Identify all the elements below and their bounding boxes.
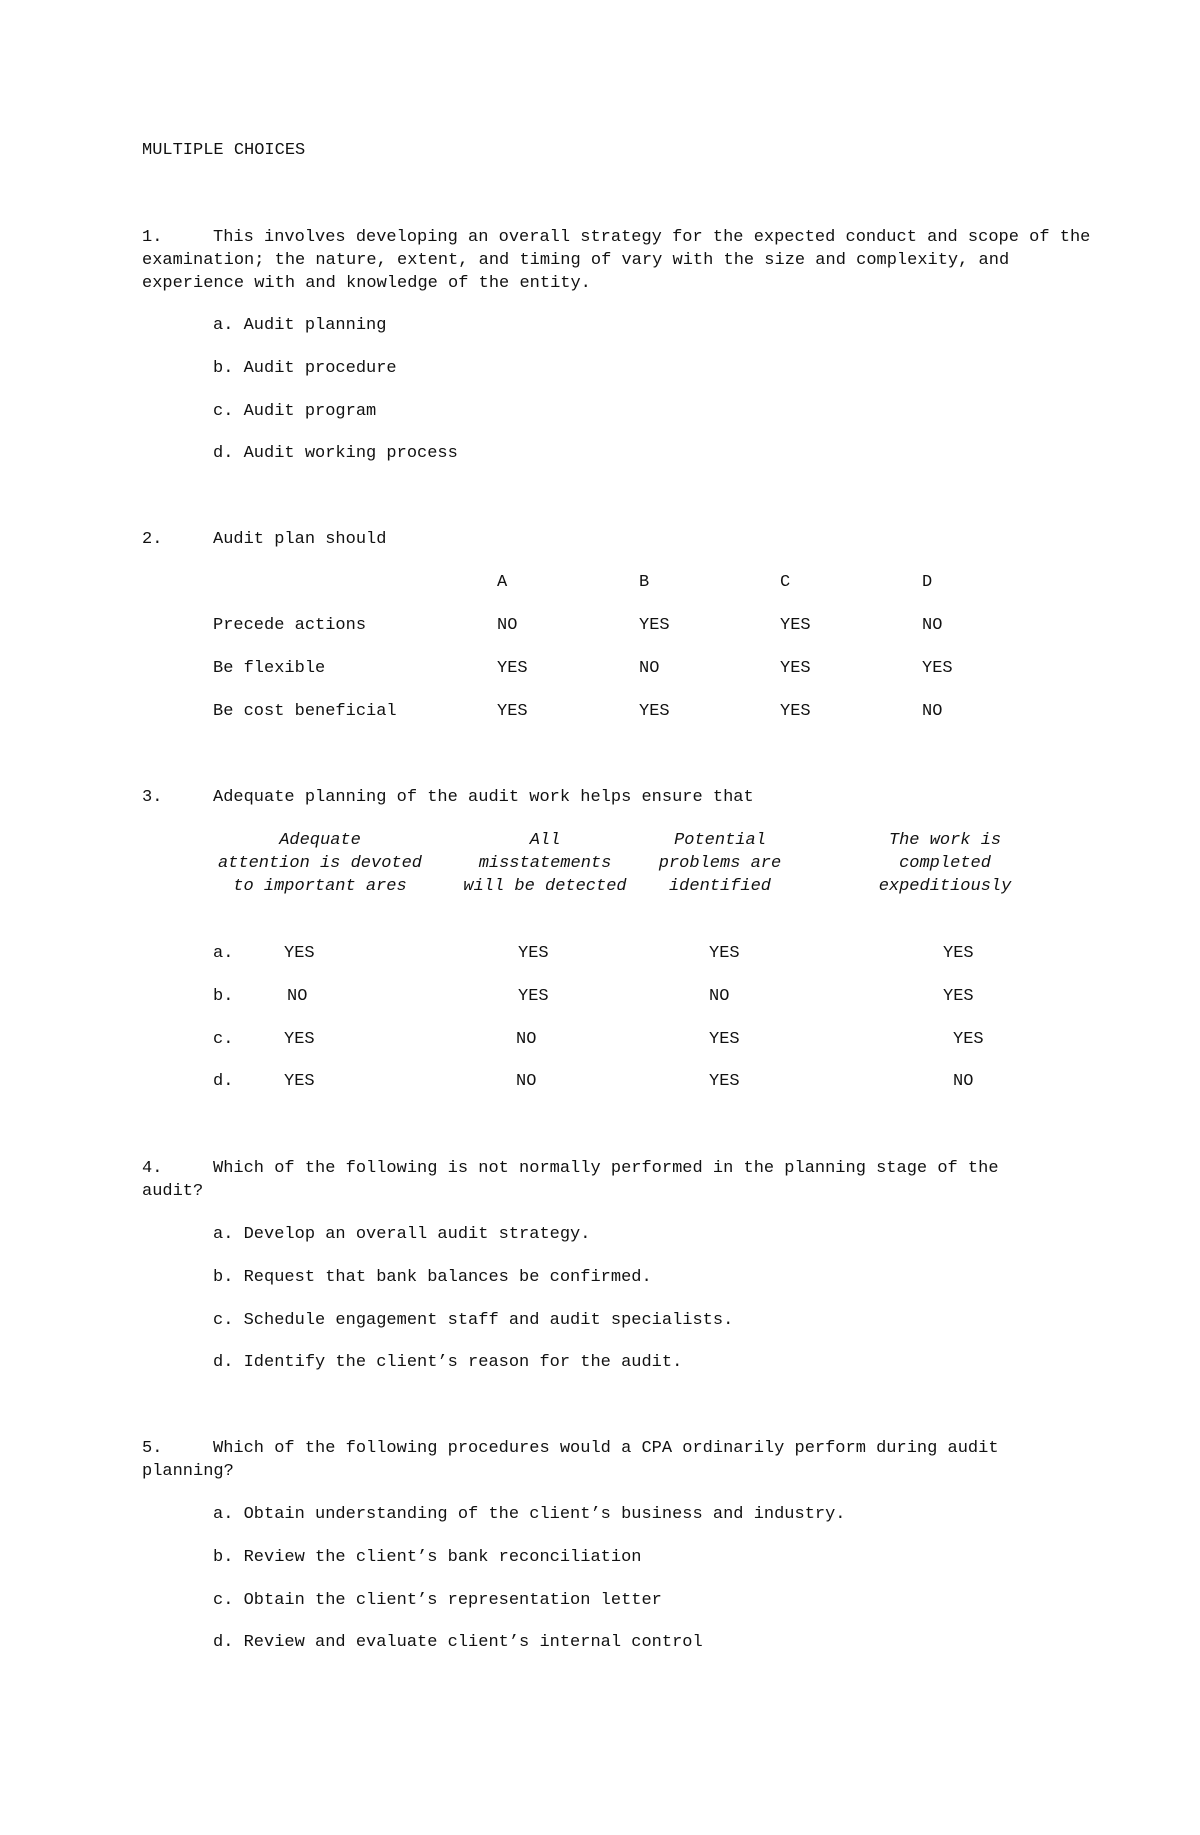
q3-header-1-line: to important ares <box>233 877 407 896</box>
q3-header-4-line: completed <box>899 854 991 873</box>
q3-number: 3. <box>142 788 163 807</box>
q3-cell: NO <box>516 1072 537 1091</box>
q3-cell: YES <box>518 987 549 1006</box>
q3-header-3 <box>650 829 790 898</box>
q4-option-a[interactable]: a. Develop an overall audit strategy. <box>213 1225 591 1244</box>
q3-question-text: Adequate planning of the audit work helps ensure that <box>213 788 754 807</box>
q1-option-a[interactable]: a. Audit planning <box>213 316 387 335</box>
q2-header-d: D <box>922 573 933 592</box>
q3-header-4-line: The work is <box>888 831 1002 850</box>
q1-question-text <box>142 226 1092 295</box>
q3-cell: YES <box>943 987 974 1006</box>
q4-question-line2: audit? <box>142 1182 204 1201</box>
q3-cell: NO <box>709 987 730 1006</box>
q5-option-c[interactable]: c. Obtain the client’s representation letter <box>213 1591 662 1610</box>
q3-row-label: b. <box>213 987 234 1006</box>
q3-header-2-line: misstatements <box>478 854 612 873</box>
q3-row-label: c. <box>213 1030 234 1049</box>
q5-question-line2: planning? <box>142 1462 234 1481</box>
q3-header-1-line: Adequate <box>279 831 361 850</box>
q4-number: 4. <box>142 1159 163 1178</box>
q3-cell: YES <box>953 1030 984 1049</box>
q5-question-line1: Which of the following procedures would a CPA ordinarily perform during audit <box>213 1439 999 1458</box>
q3-row-label: a. <box>213 944 234 963</box>
q5-option-b[interactable]: b. Review the client’s bank reconciliation <box>213 1548 642 1567</box>
q2-cell: NO <box>639 659 660 678</box>
q1-text: This involves developing an overall strategy for the expected conduct and scope of the examination; the nature, extent, and timing of vary with the size and complexity, and experience with and knowledge of the entity. <box>142 228 1091 293</box>
q5-option-a[interactable]: a. Obtain understanding of the client’s business and industry. <box>213 1505 846 1524</box>
q3-cell: YES <box>943 944 974 963</box>
q3-header-2 <box>450 829 640 898</box>
q1-option-c[interactable]: c. Audit program <box>213 402 377 421</box>
q2-cell: YES <box>780 659 811 678</box>
q2-header-b: B <box>639 573 650 592</box>
q3-row-label: d. <box>213 1072 234 1091</box>
q1-number: 1. <box>142 228 163 247</box>
q2-cell: YES <box>780 616 811 635</box>
q4-option-c[interactable]: c. Schedule engagement staff and audit specialists. <box>213 1311 734 1330</box>
q3-cell: NO <box>953 1072 974 1091</box>
q3-header-4-line: expeditiously <box>878 877 1012 896</box>
q2-cell: YES <box>497 659 528 678</box>
q3-header-2-line: All <box>529 831 561 850</box>
q3-cell: YES <box>284 944 315 963</box>
q2-cell: YES <box>922 659 953 678</box>
q2-row-label: Precede actions <box>213 616 367 635</box>
q3-header-3-line: problems are <box>658 854 782 873</box>
q3-cell: YES <box>709 944 740 963</box>
q2-cell: NO <box>922 616 943 635</box>
q2-cell: NO <box>497 616 518 635</box>
q2-question-text: Audit plan should <box>213 530 387 549</box>
q3-header-2-line: will be detected <box>463 877 627 896</box>
q3-cell: YES <box>284 1030 315 1049</box>
q5-option-d[interactable]: d. Review and evaluate client’s internal control <box>213 1633 703 1652</box>
q2-cell: YES <box>497 702 528 721</box>
q3-cell: YES <box>518 944 549 963</box>
q3-header-1 <box>205 829 435 898</box>
q4-option-d[interactable]: d. Identify the client’s reason for the audit. <box>213 1353 683 1372</box>
q2-row-label: Be flexible <box>213 659 326 678</box>
q3-cell: YES <box>709 1072 740 1091</box>
q1-option-b[interactable]: b. Audit procedure <box>213 359 397 378</box>
q3-header-3-line: identified <box>668 877 772 896</box>
q2-cell: YES <box>780 702 811 721</box>
q5-number: 5. <box>142 1439 163 1458</box>
q3-cell: YES <box>284 1072 315 1091</box>
q3-header-4 <box>870 829 1020 898</box>
q4-question-line1: Which of the following is not normally performed in the planning stage of the <box>213 1159 999 1178</box>
q3-header-3-line: Potential <box>674 831 766 850</box>
q3-cell: NO <box>287 987 308 1006</box>
q2-header-a: A <box>497 573 508 592</box>
q4-option-b[interactable]: b. Request that bank balances be confirmed. <box>213 1268 652 1287</box>
q3-cell: YES <box>709 1030 740 1049</box>
q2-header-c: C <box>780 573 791 592</box>
q1-option-d[interactable]: d. Audit working process <box>213 444 458 463</box>
q2-cell: NO <box>922 702 943 721</box>
q3-cell: NO <box>516 1030 537 1049</box>
q2-number: 2. <box>142 530 163 549</box>
q2-row-label: Be cost beneficial <box>213 702 397 721</box>
q2-cell: YES <box>639 616 670 635</box>
q3-header-1-line: attention is devoted <box>217 854 423 873</box>
page-title: MULTIPLE CHOICES <box>142 141 306 160</box>
q2-cell: YES <box>639 702 670 721</box>
